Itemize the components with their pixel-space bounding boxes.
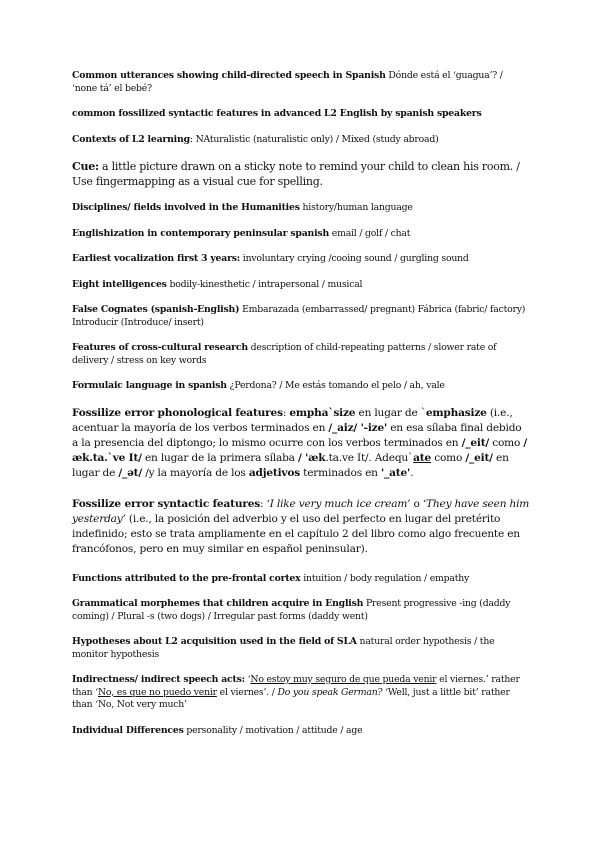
entry-definition: description of child-repeating patterns / slower rate of delivery / stress on key words xyxy=(72,342,497,366)
text-run: adjetivos xyxy=(248,466,300,479)
text-run: en lugar de la primera sílaba xyxy=(141,451,298,464)
glossary-entry xyxy=(72,228,530,241)
entry-definition: history/human language xyxy=(299,202,413,213)
glossary-entry xyxy=(72,70,530,95)
entry-term: Englishization in contemporary peninsular spanish xyxy=(72,227,330,239)
entry-term: common fossilized syntactic features in advanced L2 English by spanish speakers xyxy=(72,108,482,119)
entry-term: Features of cross-cultural research xyxy=(72,342,248,353)
text-run: Do you speak German? xyxy=(277,686,383,698)
text-run: ‘ xyxy=(244,674,251,685)
glossary-entry xyxy=(72,108,530,121)
text-run: / 'æk xyxy=(297,451,326,464)
text-run: No estoy muy seguro de que pueda venir xyxy=(250,674,437,685)
text-run: el viernes’. / xyxy=(216,686,278,698)
text-run: o xyxy=(410,497,423,510)
entry-term: False Cognates (spanish-English) xyxy=(72,304,240,315)
glossary-entry xyxy=(72,725,530,738)
entry-definition: : NAturalistic (naturalistic only) / Mixed (study abroad) xyxy=(189,133,439,145)
text-run: empha`size xyxy=(289,406,356,419)
entry-definition: intuition / body regulation / empathy xyxy=(300,572,470,584)
glossary-entry xyxy=(72,573,530,586)
glossary-entry xyxy=(72,406,530,481)
entry-term: Common utterances showing child-directed speech in Spanish xyxy=(72,70,386,81)
text-run: el viernes.’ rather than ‘ xyxy=(72,674,520,698)
entry-definition: Embarazada (embarrassed/ pregnant) Fábrica (fabric/ factory) Introducir (Introduce/ insert) xyxy=(72,304,526,328)
glossary-entry xyxy=(72,497,530,557)
text-run: en lugar de ` xyxy=(355,406,426,419)
text-run: /y la mayoría de los xyxy=(142,466,249,479)
text-run: ‘They have seen him yesterday’ xyxy=(72,497,530,525)
entry-term: Fossilize error syntactic features xyxy=(72,497,261,510)
entry-term: Hypotheses about L2 acquisition used in the field of SLA xyxy=(72,636,357,647)
text-run: terminados en xyxy=(300,466,381,479)
glossary-entry xyxy=(72,159,530,189)
entry-term: Grammatical morphemes that children acquire in English xyxy=(72,598,364,609)
glossary-entry xyxy=(72,202,530,215)
entry-term: Fossilize error phonological features xyxy=(72,406,283,419)
entry-definition: Dónde está el ‘guagua’? / ‘none tá’ el bebé? xyxy=(72,70,503,94)
entry-term: Earliest vocalization first 3 years: xyxy=(72,253,241,264)
glossary-entry xyxy=(72,134,530,147)
entry-term: Formulaic language in spanish xyxy=(72,380,227,391)
glossary-entry xyxy=(72,253,530,266)
entry-definition: natural order hypothesis / the monitor hypothesis xyxy=(72,636,495,660)
text-run: (i.e., acentuar la mayoría de los verbos terminados en xyxy=(72,406,513,434)
text-run: como xyxy=(489,436,524,449)
entry-term: Cue: xyxy=(72,160,99,173)
entry-term: Individual Differences xyxy=(72,724,184,736)
glossary-content xyxy=(72,70,530,750)
entry-term: Indirectness/ indirect speech acts: xyxy=(72,674,245,685)
text-run: /_eit/ xyxy=(461,436,490,449)
entry-definition: Present progressive -ing (daddy coming) / Plural -s (two dogs) / Irregular past forms (daddy went) xyxy=(72,598,511,622)
text-run: /æk.ta.`ve It/ xyxy=(72,436,528,464)
entry-definition: email / golf / chat xyxy=(329,227,411,239)
entry-definition: ¿Perdona? / Me estás tomando el pelo / ah, vale xyxy=(226,380,445,391)
glossary-entry xyxy=(72,380,530,393)
text-run: /_eit/ xyxy=(465,451,493,464)
text-run: /_aiz/ '-ize' xyxy=(328,421,388,434)
entry-definition: a little picture drawn on a sticky note to remind your child to clean his room. / Use fingermapping as a visual cue for spelling. xyxy=(72,160,520,188)
text-run: No, es que no puedo venir xyxy=(97,686,217,698)
entry-definition: personality / motivation / attitude / age xyxy=(183,724,363,736)
text-run: (i.e., la posición del adverbio y el uso del perfecto en lugar del pretérito indefinido; esto se trata ampliamente en el capítulo 2 del libro como algo frecuente en francófonos, pero en muy similar en español peninsular). xyxy=(72,512,520,555)
glossary-entry xyxy=(72,674,530,712)
entry-term: Eight intelligences xyxy=(72,278,167,290)
entry-definition: involuntary crying /cooing sound / gurgling sound xyxy=(240,253,469,264)
glossary-entry xyxy=(72,598,530,623)
glossary-entry xyxy=(72,636,530,661)
text-run: . xyxy=(410,466,414,479)
text-run: ‘I like very much ice cream’ xyxy=(266,497,411,510)
entry-term: Functions attributed to the pre-frontal cortex xyxy=(72,572,301,584)
entry-term: Disciplines/ fields involved in the Humanities xyxy=(72,202,300,213)
text-run: en esa sílaba final debido a la presencia del diptongo; lo mismo ocurre con los verbos terminados en xyxy=(72,421,522,449)
text-run: en lugar de xyxy=(72,451,509,479)
glossary-entry xyxy=(72,279,530,292)
text-run: .ta.ve It/. Adequ` xyxy=(325,451,414,464)
text-run: /_ət/ xyxy=(118,466,143,479)
glossary-entry xyxy=(72,342,530,367)
text-run: emphasize xyxy=(425,406,487,419)
text-run: '_ate' xyxy=(380,466,411,479)
text-run: : xyxy=(260,497,267,510)
entry-definition: bodily-kinesthetic / intrapersonal / musical xyxy=(166,278,363,290)
glossary-entry xyxy=(72,304,530,329)
entry-term: Contexts of L2 learning xyxy=(72,133,190,145)
text-run: ‘Well, just a little bit’ rather than ‘No, Not very much’ xyxy=(72,686,510,710)
text-run: como xyxy=(431,451,466,464)
text-run: : xyxy=(282,406,290,419)
text-run: ate xyxy=(413,451,432,464)
